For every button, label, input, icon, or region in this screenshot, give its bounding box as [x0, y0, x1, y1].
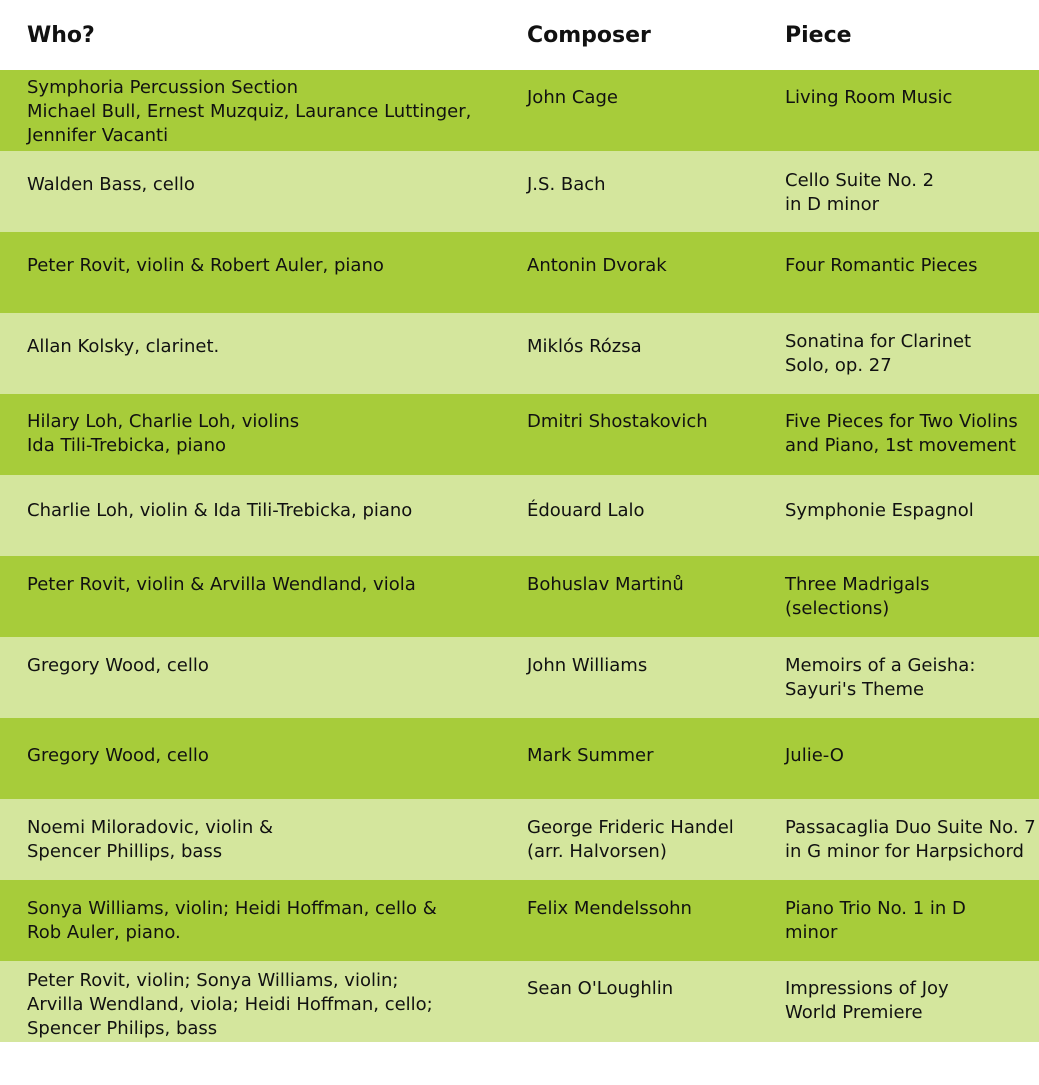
- piece-cell: Piano Trio No. 1 in D minor: [785, 898, 966, 943]
- piece-cell: Passacaglia Duo Suite No. 7 in G minor for Harpsichord: [785, 817, 1036, 862]
- composer-cell: Felix Mendelssohn: [527, 898, 692, 919]
- performer-cell: Peter Rovit, violin & Robert Auler, piano: [27, 255, 384, 276]
- composer-cell-container: [527, 556, 785, 637]
- composer-cell-container: [527, 394, 785, 475]
- performer-cell-container: [0, 961, 527, 1042]
- performer-cell-container: [0, 475, 527, 556]
- piece-cell: Living Room Music: [785, 87, 953, 108]
- piece-cell-container: [785, 70, 1039, 151]
- composer-cell: J.S. Bach: [527, 174, 606, 195]
- performer-cell: Walden Bass, cello: [27, 174, 195, 195]
- performer-cell-container: [0, 556, 527, 637]
- piece-cell-container: [785, 961, 1039, 1042]
- table-row: [0, 475, 1039, 556]
- piece-cell-container: [785, 637, 1039, 718]
- piece-cell: Memoirs of a Geisha: Sayuri's Theme: [785, 655, 976, 700]
- composer-cell-container: [527, 961, 785, 1042]
- composer-cell-container: [527, 637, 785, 718]
- composer-cell: Dmitri Shostakovich: [527, 411, 708, 432]
- composer-cell: Mark Summer: [527, 745, 654, 766]
- header-piece: Piece: [785, 22, 852, 48]
- composer-cell-container: [527, 70, 785, 151]
- table-row: [0, 961, 1039, 1042]
- performer-cell-container: [0, 799, 527, 880]
- composer-cell: Miklós Rózsa: [527, 336, 642, 357]
- header-row: [0, 0, 1039, 70]
- composer-cell: Sean O'Loughlin: [527, 978, 674, 999]
- piece-cell-container: [785, 880, 1039, 961]
- piece-cell-container: [785, 799, 1039, 880]
- performer-cell: Hilary Loh, Charlie Loh, violins Ida Tili-Trebicka, piano: [27, 411, 300, 456]
- performer-cell: Noemi Miloradovic, violin & Spencer Phillips, bass: [27, 817, 274, 862]
- performer-cell-container: [0, 313, 527, 394]
- performer-cell-container: [0, 70, 527, 151]
- piece-cell: Julie-O: [785, 745, 844, 766]
- performer-cell: Gregory Wood, cello: [27, 655, 209, 676]
- piece-cell: Three Madrigals (selections): [785, 574, 930, 619]
- table-row: [0, 556, 1039, 637]
- performer-cell: Allan Kolsky, clarinet.: [27, 336, 220, 357]
- composer-cell: Bohuslav Martinů: [527, 574, 684, 595]
- performer-cell: Gregory Wood, cello: [27, 745, 209, 766]
- performer-cell-container: [0, 394, 527, 475]
- table-row: [0, 637, 1039, 718]
- piece-cell-container: [785, 475, 1039, 556]
- composer-cell-container: [527, 718, 785, 799]
- piece-cell-container: [785, 718, 1039, 799]
- performer-cell: Symphoria Percussion Section Michael Bull, Ernest Muzquiz, Laurance Luttinger, Jennifer Vacanti: [27, 77, 472, 146]
- performer-cell: Sonya Williams, violin; Heidi Hoffman, cello & Rob Auler, piano.: [27, 898, 437, 943]
- composer-cell-container: [527, 880, 785, 961]
- piece-cell: Symphonie Espagnol: [785, 500, 974, 521]
- piece-cell: Sonatina for Clarinet Solo, op. 27: [785, 331, 972, 376]
- table-row: [0, 313, 1039, 394]
- table-header: [0, 0, 1039, 70]
- piece-cell: Four Romantic Pieces: [785, 255, 978, 276]
- composer-cell: Édouard Lalo: [527, 500, 645, 521]
- table-row: [0, 151, 1039, 232]
- composer-cell-container: [527, 475, 785, 556]
- table-row: [0, 232, 1039, 313]
- table-row: [0, 799, 1039, 880]
- piece-cell-container: [785, 232, 1039, 313]
- piece-cell: Five Pieces for Two Violins and Piano, 1st movement: [785, 411, 1018, 456]
- performer-cell-container: [0, 232, 527, 313]
- table-row: [0, 70, 1039, 151]
- performer-cell-container: [0, 151, 527, 232]
- performer-cell: Peter Rovit, violin & Arvilla Wendland, viola: [27, 574, 416, 595]
- performer-cell-container: [0, 718, 527, 799]
- table-row: [0, 394, 1039, 475]
- header-who: Who?: [27, 22, 95, 48]
- table-body: [0, 70, 1039, 1042]
- header-composer: Composer: [527, 22, 651, 48]
- composer-cell: John Cage: [527, 87, 618, 108]
- composer-cell-container: [527, 799, 785, 880]
- piece-cell-container: [785, 151, 1039, 232]
- composer-cell-container: [527, 313, 785, 394]
- performer-cell: Peter Rovit, violin; Sonya Williams, violin; Arvilla Wendland, viola; Heidi Hoffman, cello; Spencer Philips, bass: [27, 970, 433, 1039]
- composer-cell: Antonin Dvorak: [527, 255, 667, 276]
- table-row: [0, 718, 1039, 799]
- composer-cell-container: [527, 232, 785, 313]
- piece-cell-container: [785, 556, 1039, 637]
- composer-cell: George Frideric Handel (arr. Halvorsen): [527, 817, 734, 862]
- composer-cell-container: [527, 151, 785, 232]
- piece-cell: Impressions of Joy World Premiere: [785, 978, 949, 1023]
- composer-cell: John Williams: [527, 655, 648, 676]
- piece-cell: Cello Suite No. 2 in D minor: [785, 170, 935, 215]
- piece-cell-container: [785, 313, 1039, 394]
- performer-cell-container: [0, 880, 527, 961]
- piece-cell-container: [785, 394, 1039, 475]
- performer-cell: Charlie Loh, violin & Ida Tili-Trebicka, piano: [27, 500, 413, 521]
- table-row: [0, 880, 1039, 961]
- performer-cell-container: [0, 637, 527, 718]
